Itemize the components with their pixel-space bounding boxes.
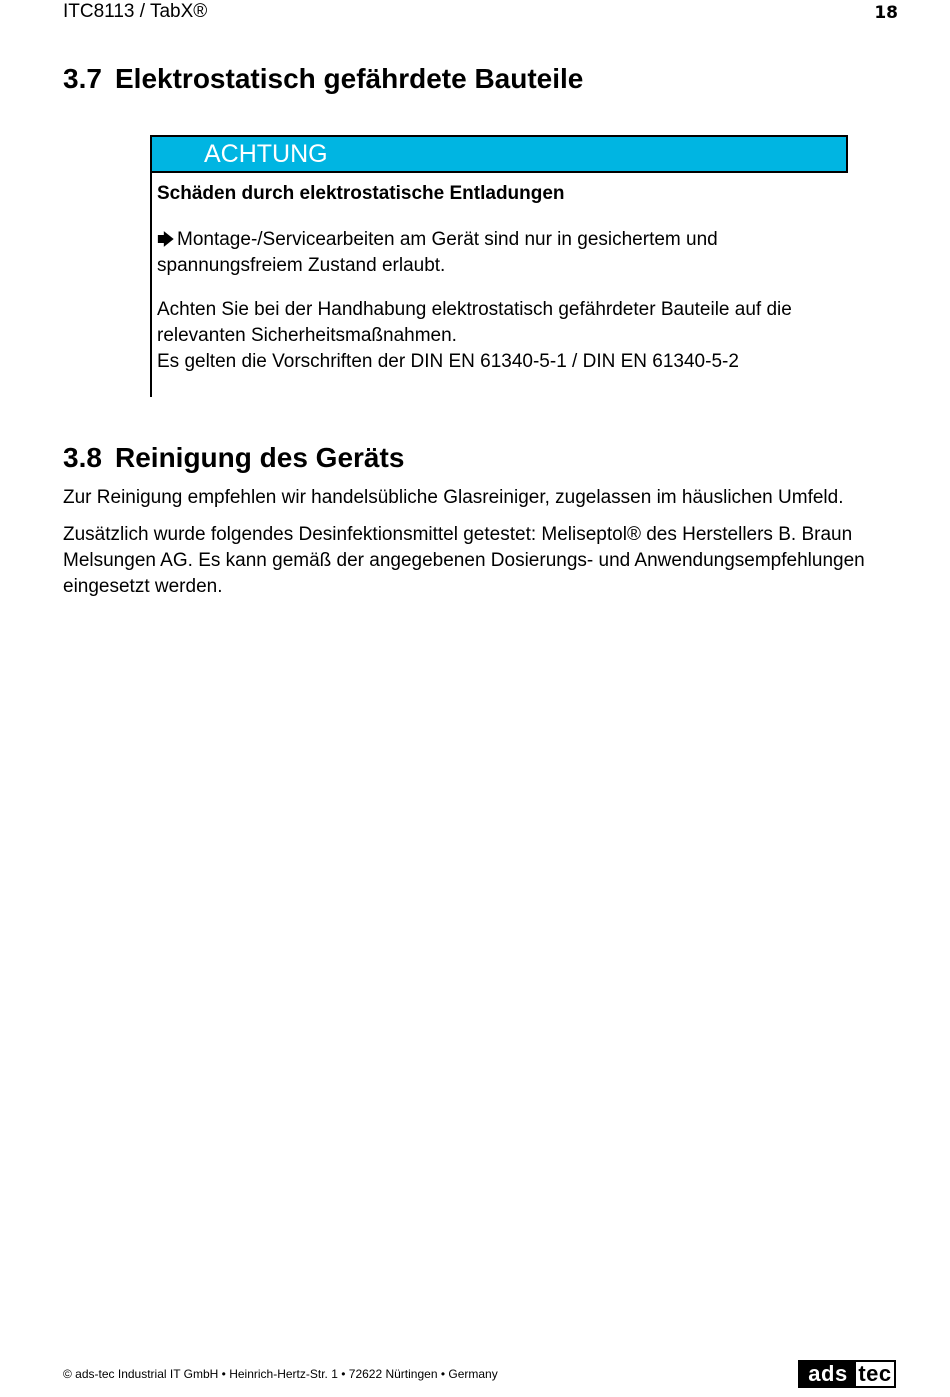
- warning-subtitle: Schäden durch elektrostatische Entladungen: [157, 183, 565, 204]
- warning-label: ACHTUNG: [204, 140, 328, 168]
- warning-box: [150, 135, 848, 397]
- arrow-right-icon: 🡆: [157, 230, 175, 249]
- footer-address: © ads-tec Industrial IT GmbH • Heinrich-Hertz-Str. 1 • 72622 Nürtingen • Germany: [63, 1367, 498, 1381]
- page-number: 18: [874, 3, 898, 23]
- logo-right-part: tec: [856, 1362, 894, 1386]
- warning-note: [157, 297, 837, 375]
- warning-left-rule: [150, 135, 152, 397]
- warning-note-line1: Achten Sie bei der Handhabung elektrostatisch gefährdeter Bauteile auf die relevanten Sicherheitsmaßnahmen.: [157, 299, 792, 346]
- warning-note-line2: Es gelten die Vorschriften der DIN EN 61340-5-1 / DIN EN 61340-5-2: [157, 351, 739, 372]
- document-header-title: ITC8113 / TabX®: [63, 1, 208, 22]
- section-heading-3-8: [63, 441, 404, 475]
- warning-instruction-text: Montage-/Servicearbeiten am Gerät sind nur in gesichertem und spannungsfreiem Zustand erlaubt.: [157, 229, 718, 276]
- ads-tec-logo: [798, 1360, 896, 1388]
- logo-left-part: ads: [800, 1362, 856, 1386]
- section-title: Elektrostatisch gefährdete Bauteile: [115, 63, 584, 94]
- warning-banner: [150, 135, 848, 173]
- section-number: 3.7: [63, 63, 102, 94]
- section-number: 3.8: [63, 442, 102, 473]
- section-heading-3-7: [63, 62, 583, 96]
- warning-instruction: [157, 227, 837, 279]
- cleaning-paragraph-1: Zur Reinigung empfehlen wir handelsübliche Glasreiniger, zugelassen im häuslichen Umfeld.: [63, 487, 844, 508]
- cleaning-paragraph-2: Zusätzlich wurde folgendes Desinfektionsmittel getestet: Meliseptol® des Herstellers B. Braun Melsungen AG. Es kann gemäß der angegebenen Dosierungs- und Anwendungsempfehlungen eingesetzt werden.: [63, 524, 865, 597]
- section-title: Reinigung des Geräts: [115, 442, 405, 473]
